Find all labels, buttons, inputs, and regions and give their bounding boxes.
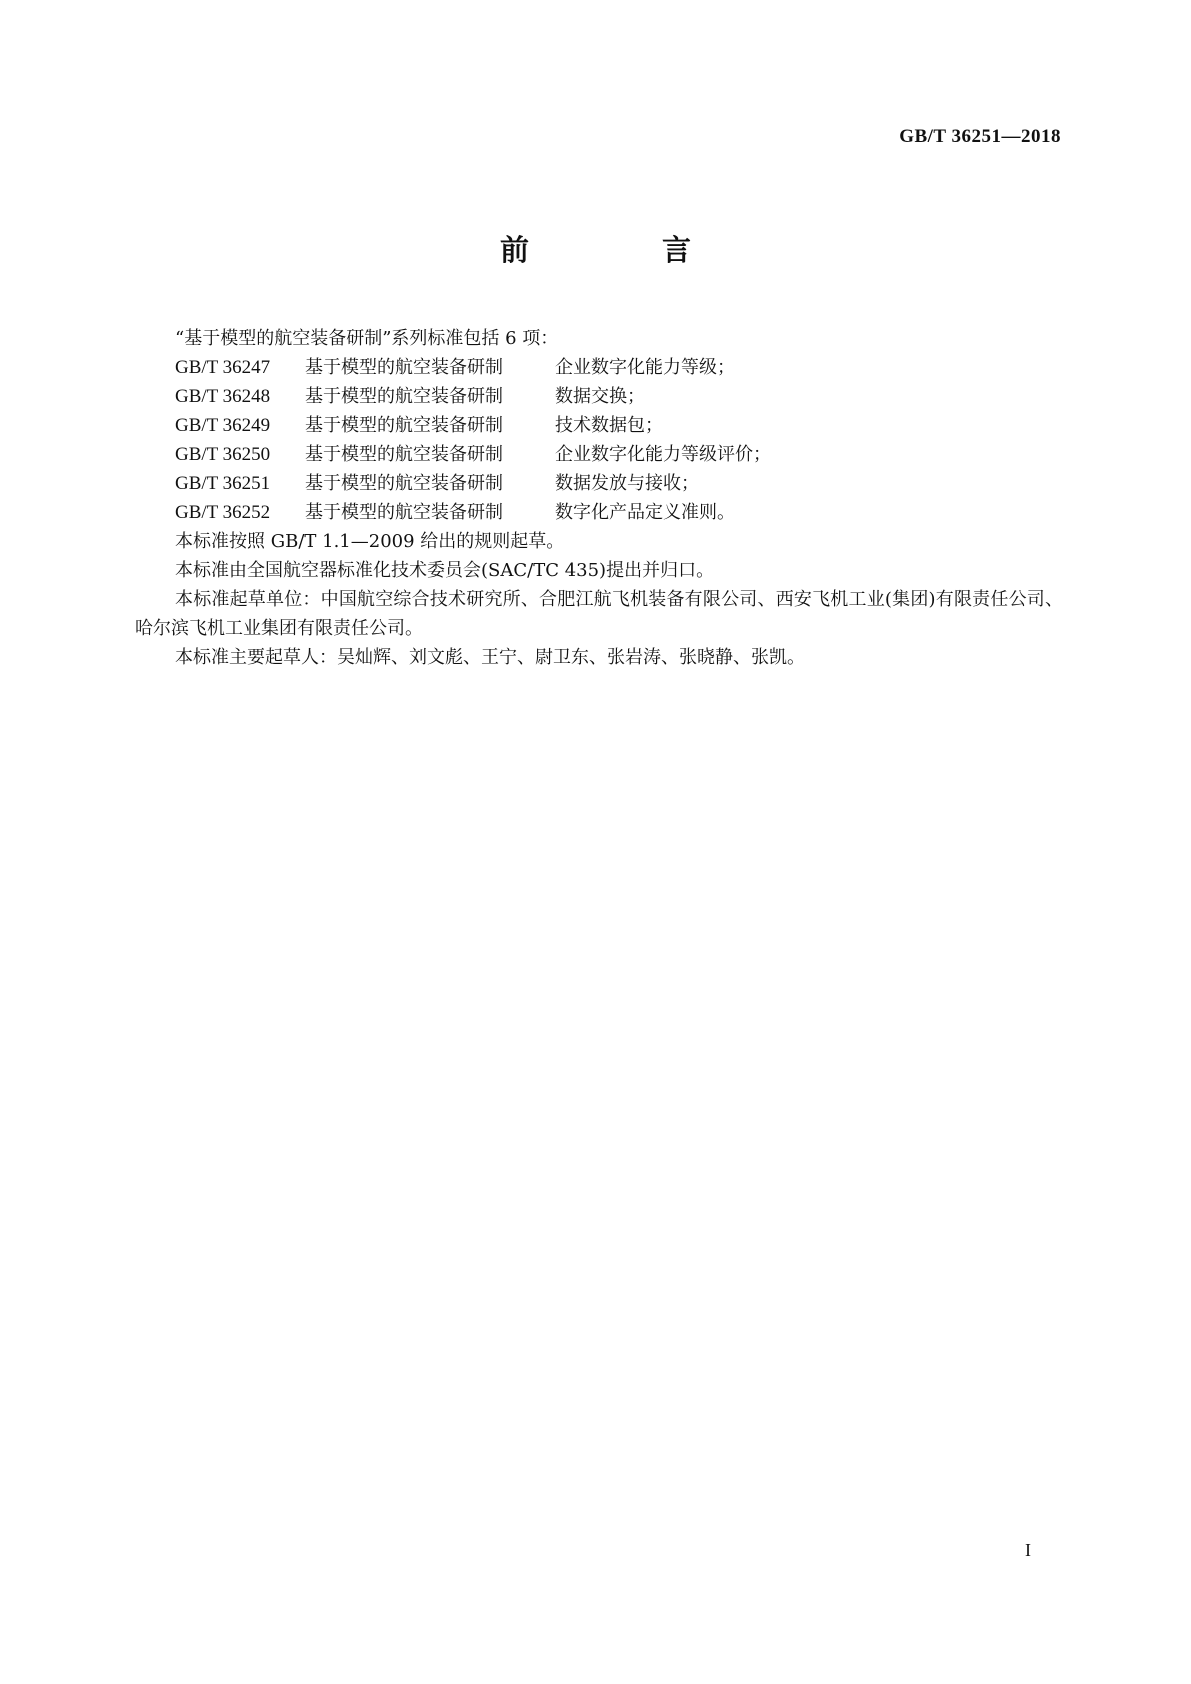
list-item: [135, 498, 1063, 527]
series-intro: “基于模型的航空装备研制”系列标准包括 6 项：: [175, 328, 559, 349]
part-title: 企业数字化能力等级；: [555, 357, 735, 378]
list-item: [135, 440, 1063, 469]
part-title: 数据交换；: [555, 386, 645, 407]
standard-number: GB/T 36250: [175, 444, 271, 465]
main-title: 基于模型的航空装备研制: [305, 415, 503, 436]
main-title: 基于模型的航空装备研制: [305, 473, 503, 494]
list-item: [135, 353, 1063, 382]
main-title: 基于模型的航空装备研制: [305, 444, 503, 465]
foreword-body: [135, 324, 1063, 672]
main-title: 基于模型的航空装备研制: [305, 357, 503, 378]
standard-number: GB/T 36249: [175, 415, 271, 436]
standard-code: GB/T 36251—2018: [899, 126, 1061, 147]
list-item: [135, 382, 1063, 411]
standard-number: GB/T 36248: [175, 386, 271, 407]
list-item: [135, 411, 1063, 440]
part-title: 企业数字化能力等级评价；: [555, 444, 771, 465]
standard-number: GB/T 36247: [175, 357, 271, 378]
main-title: 基于模型的航空装备研制: [305, 502, 503, 523]
page-title: 前 言: [499, 233, 743, 267]
standard-number: GB/T 36251: [175, 473, 271, 494]
part-title: 技术数据包；: [555, 415, 663, 436]
list-item: [135, 469, 1063, 498]
drafting-rules-paragraph: 本标准按照 GB/T 1.1—2009 给出的规则起草。: [175, 531, 565, 552]
page-number: I: [1025, 1540, 1031, 1560]
drafters-paragraph: 本标准主要起草人：吴灿辉、刘文彪、王宁、尉卫东、张岩涛、张晓静、张凯。: [175, 647, 805, 668]
part-title: 数据发放与接收；: [555, 473, 699, 494]
part-title: 数字化产品定义准则。: [555, 502, 735, 523]
standard-number: GB/T 36252: [175, 502, 271, 523]
drafting-units-paragraph: 本标准起草单位：中国航空综合技术研究所、合肥江航飞机装备有限公司、西安飞机工业(集团)有限责任公司、哈尔滨飞机工业集团有限责任公司。: [135, 589, 1063, 639]
main-title: 基于模型的航空装备研制: [305, 386, 503, 407]
proposer-paragraph: 本标准由全国航空器标准化技术委员会(SAC/TC 435)提出并归口。: [175, 560, 715, 581]
